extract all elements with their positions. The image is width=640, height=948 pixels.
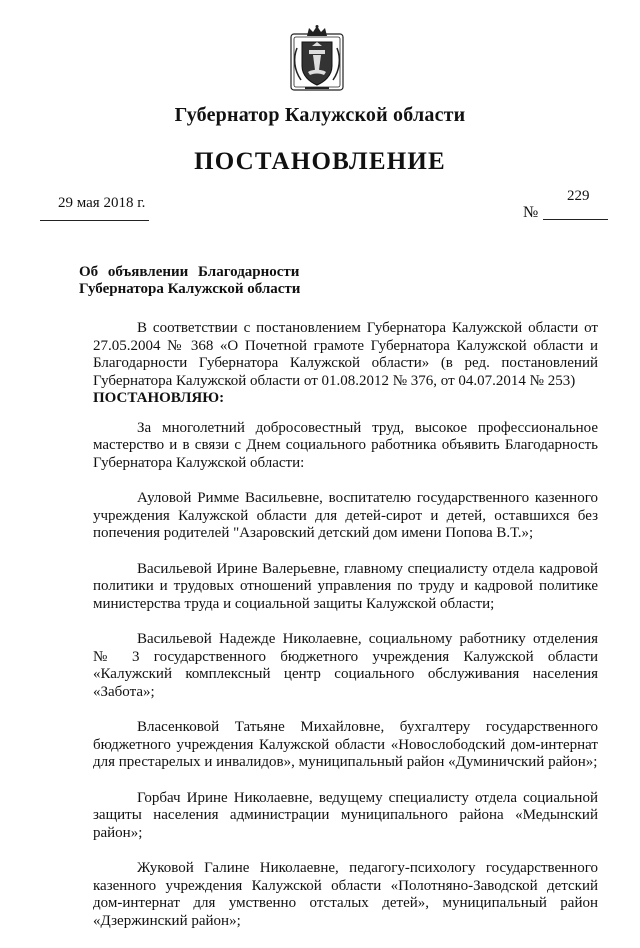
- award-item-4: Власенковой Татьяне Михайловне, бухгалтеру государственного бюджетного учреждения Калужской области «Новослободский дом-интернат для престарелых и инвалидов», муниципальный район «Думиничский район»;: [93, 719, 598, 770]
- subject-line-2: Губернатора Калужской области: [79, 281, 301, 297]
- issuer-title: Губернатор Калужской области: [174, 104, 466, 126]
- subject-line-1: Об объявлении Благодарности: [79, 264, 300, 280]
- document-body: [93, 320, 598, 948]
- document-date: 29 мая 2018 г.: [58, 195, 146, 211]
- award-item-5: Горбач Ирине Николаевне, ведущему специалисту отдела социальной защиты населения администрации муниципального района «Медынский район»;: [93, 789, 598, 841]
- preamble-paragraph: В соответствии с постановлением Губернатора Калужской области от 27.05.2004 № 368 «О Почетной грамоте Губернатора Калужской области и Благодарности Губернатора Калужской области» (в ред. постановлений Губернатора Калужской области от 01.08.2012 № 376, от 04.07.2014 № 253): [93, 320, 598, 389]
- date-underline: [40, 220, 149, 221]
- number-underline: [543, 219, 608, 220]
- lead-paragraph: За многолетний добросовестный труд, высокое профессиональное мастерство и в связи с Днем социального работника объявить Благодарность Губернатора Калужской области:: [93, 419, 598, 471]
- resolve-heading: ПОСТАНОВЛЯЮ:: [93, 390, 225, 406]
- number-sign: №: [523, 204, 539, 221]
- award-item-2: Васильевой Ирине Валерьевне, главному специалисту отдела кадровой политики и трудовых отношений управления по труду и кадровой политике министерства труда и социальной защиты Калужской области;: [93, 560, 598, 612]
- document-type-title: ПОСТАНОВЛЕНИЕ: [194, 148, 446, 175]
- document-subject: [79, 264, 419, 298]
- award-item-1: Ауловой Римме Васильевне, воспитателю государственного казенного учреждения Калужской области для детей-сирот и детей, оставшихся без попечения родителей "Азаровский детский дом имени Попова В.Т.»;: [93, 490, 598, 541]
- award-item-6: Жуковой Галине Николаевне, педагогу-психологу государственного казенного учреждения Калужской области «Полотняно-Заводской детский дом-интернат для умственно отсталых детей», муниципальный район «Дзержинский район»;: [93, 860, 598, 929]
- coat-of-arms-icon: [289, 24, 345, 94]
- award-item-3: Васильевой Надежде Николаевне, социальному работнику отделения № 3 государственного бюджетного учреждения Калужской области «Калужский комплексный центр социального обслуживания населения «Забота»;: [93, 631, 598, 700]
- document-number: 229: [567, 188, 590, 204]
